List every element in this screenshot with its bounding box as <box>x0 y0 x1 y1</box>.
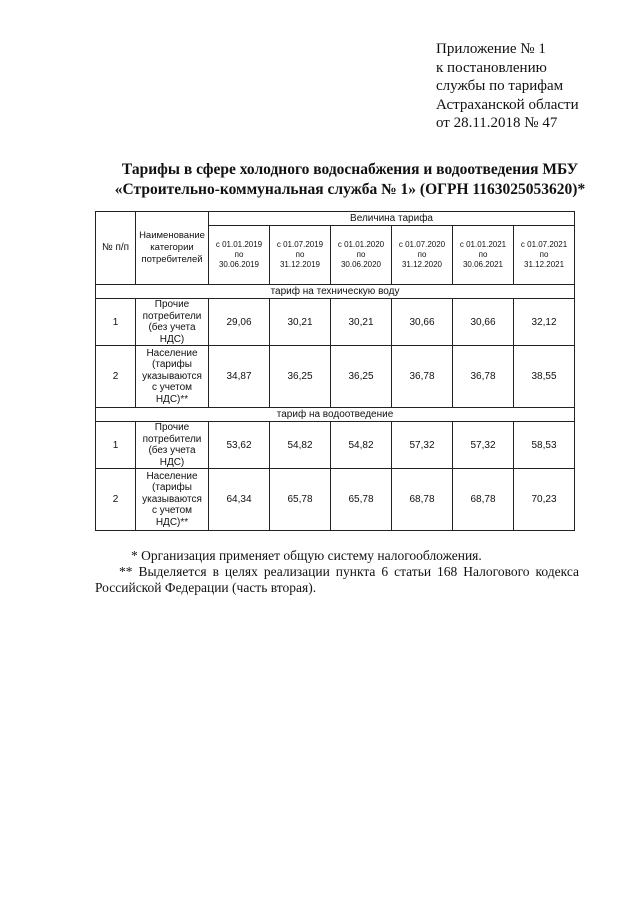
category-line: Население <box>146 347 198 359</box>
tariff-value: 53,62 <box>209 422 270 469</box>
tariff-value: 32,12 <box>514 299 575 346</box>
row-category <box>136 346 209 408</box>
period-from: с 01.01.2021 <box>459 240 507 249</box>
header-period <box>331 226 392 285</box>
period-to: 30.06.2020 <box>340 260 382 269</box>
row-number: 2 <box>96 346 136 408</box>
category-line: НДС)** <box>155 516 189 528</box>
tariff-value: 30,66 <box>453 299 514 346</box>
tariff-value: 30,66 <box>392 299 453 346</box>
period-to-word: по <box>295 250 305 259</box>
row-number: 2 <box>96 469 136 531</box>
appendix-line: Приложение № 1 <box>436 41 546 57</box>
row-category <box>136 299 209 346</box>
period-to-word: по <box>478 250 488 259</box>
table-row <box>96 346 575 408</box>
category-line: НДС)** <box>155 393 189 405</box>
category-line: (тарифы <box>152 482 192 494</box>
tariff-value: 29,06 <box>209 299 270 346</box>
category-line: Население <box>146 470 198 482</box>
tariff-value: 36,25 <box>270 346 331 408</box>
row-number: 1 <box>96 422 136 469</box>
footnote-2: ** Выделяется в целях реализации пункта 6 статьи 168 Налогового кодекса Российской Федерации (часть вторая). <box>95 564 579 595</box>
row-number: 1 <box>96 299 136 346</box>
header-period <box>392 226 453 285</box>
header-period <box>270 226 331 285</box>
category-line: указываются <box>142 493 202 505</box>
section-title-wastewater: тариф на водоотведение <box>96 408 575 422</box>
tariff-value: 64,34 <box>209 469 270 531</box>
period-to: 30.06.2021 <box>462 260 504 269</box>
title-line-1: Тарифы в сфере холодного водоснабжения и водоотведения МБУ <box>121 161 579 178</box>
table-row <box>96 469 575 531</box>
tariff-value: 58,53 <box>514 422 575 469</box>
tariff-value: 36,78 <box>392 346 453 408</box>
header-tariff-value: Величина тарифа <box>209 212 575 226</box>
header-number: № п/п <box>96 212 136 285</box>
header-period <box>514 226 575 285</box>
document-title <box>80 160 620 200</box>
table-row <box>96 299 575 346</box>
period-from: с 01.01.2020 <box>337 240 385 249</box>
period-from: с 01.07.2019 <box>276 240 324 249</box>
category-line: НДС) <box>159 333 185 345</box>
category-line: Прочие <box>154 299 190 310</box>
tariff-value: 30,21 <box>331 299 392 346</box>
tariff-value: 70,23 <box>514 469 575 531</box>
table-row <box>96 422 575 469</box>
tariff-value: 38,55 <box>514 346 575 408</box>
tariff-value: 54,82 <box>270 422 331 469</box>
tariff-value: 36,78 <box>453 346 514 408</box>
category-line: с учетом <box>151 505 193 517</box>
category-line: с учетом <box>151 382 193 394</box>
category-line: (тарифы <box>152 359 192 371</box>
header-category-name: Наименование категории потребителей <box>136 212 209 285</box>
tariff-value: 36,25 <box>331 346 392 408</box>
tariff-value: 54,82 <box>331 422 392 469</box>
footnote-1: * Организация применяет общую систему налогообложения. <box>131 548 482 563</box>
tariff-value: 34,87 <box>209 346 270 408</box>
category-line: (без учета <box>148 322 196 333</box>
category-line: потребители <box>142 433 202 445</box>
period-to-word: по <box>539 250 549 259</box>
period-to-word: по <box>356 250 366 259</box>
category-line: потребители <box>142 310 202 322</box>
category-line: (без учета <box>148 445 196 456</box>
period-to: 31.12.2021 <box>524 260 565 269</box>
tariff-value: 57,32 <box>453 422 514 469</box>
header-period <box>453 226 514 285</box>
tariff-value: 65,78 <box>270 469 331 531</box>
period-from: с 01.01.2019 <box>215 240 263 249</box>
footnotes <box>95 548 579 596</box>
tariff-value: 30,21 <box>270 299 331 346</box>
period-to: 30.06.2019 <box>218 260 260 269</box>
header-period <box>209 226 270 285</box>
row-category <box>136 422 209 469</box>
tariff-value: 57,32 <box>392 422 453 469</box>
period-to: 31.12.2020 <box>401 260 443 269</box>
category-line: Прочие <box>154 422 190 433</box>
appendix-header <box>436 40 626 133</box>
period-from: с 01.07.2021 <box>520 240 568 249</box>
category-line: указываются <box>142 370 202 382</box>
appendix-line: Астраханской области <box>436 96 579 113</box>
period-to: 31.12.2019 <box>279 260 321 269</box>
period-to-word: по <box>234 250 244 259</box>
period-to-word: по <box>417 250 427 259</box>
row-category <box>136 469 209 531</box>
appendix-line: к постановлению <box>436 59 547 76</box>
tariff-value: 68,78 <box>453 469 514 531</box>
category-line: НДС) <box>159 456 185 468</box>
tariff-value: 65,78 <box>331 469 392 531</box>
tariff-value: 68,78 <box>392 469 453 531</box>
appendix-line: службы по тарифам <box>436 78 564 94</box>
tariff-table <box>95 211 575 531</box>
appendix-line: от 28.11.2018 № 47 <box>436 115 558 131</box>
title-line-2: «Строительно-коммунальная служба № 1» (ОГРН 1163025053620)* <box>114 181 586 198</box>
section-title-technical-water: тариф на техническую воду <box>96 285 575 299</box>
period-from: с 01.07.2020 <box>398 240 446 249</box>
